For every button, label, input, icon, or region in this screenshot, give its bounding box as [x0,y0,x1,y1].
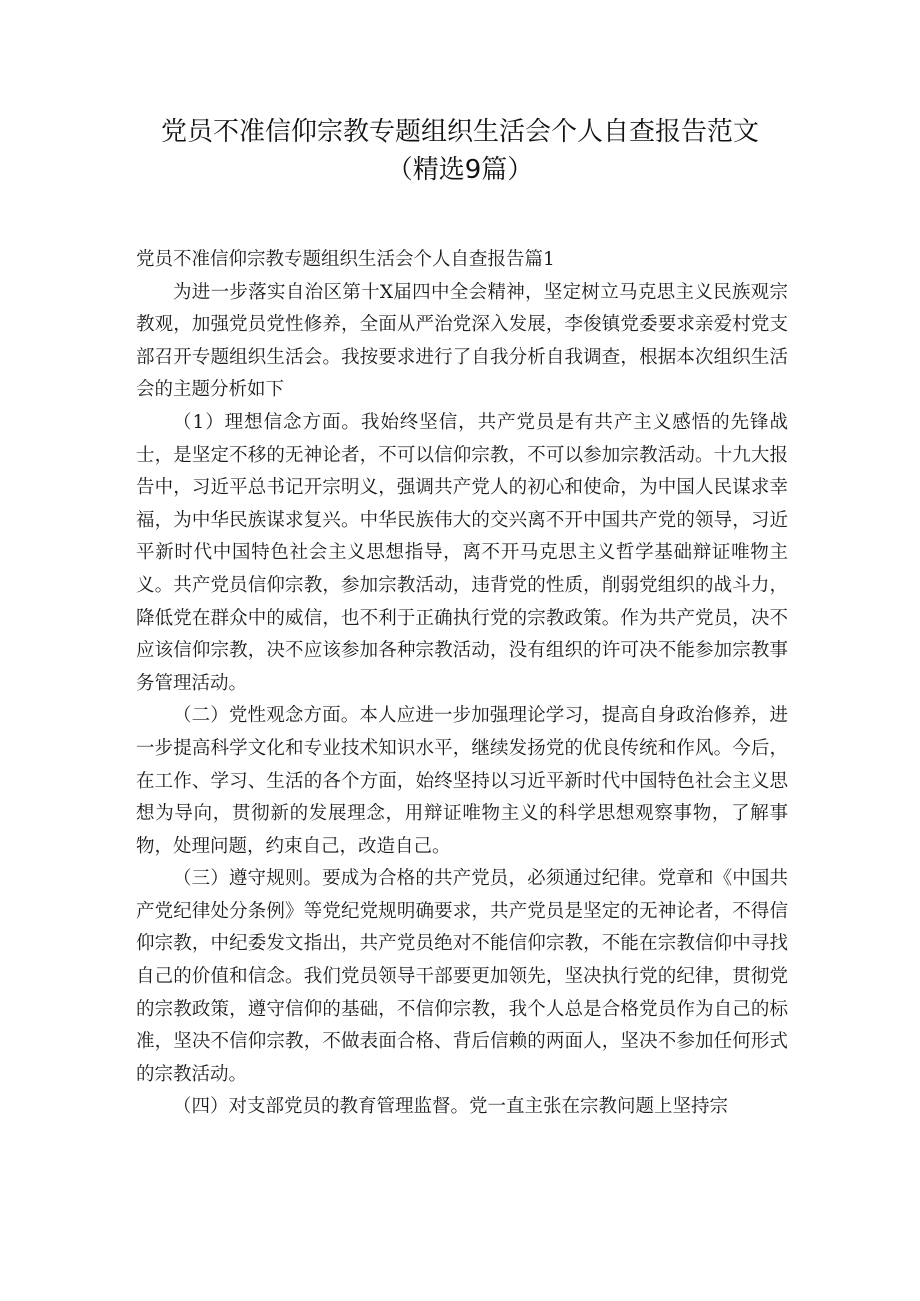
paragraph-supervision: （四）对支部党员的教育管理监督。党一直主张在宗教问题上坚持宗 [173,1096,729,1118]
paragraph-ideals-beliefs: （1）理想信念方面。我始终坚信，共产党员是有共产主义感悟的先锋战士，是坚定不移的无神论者，不可以信仰宗教，不可以参加宗教活动。十九大报告中，习近平总书记开宗明义，强调共产党人的初心和使命，为中国人民谋求幸福，为中华民族谋求复兴。中华民族伟大的交兴离不开中国共产党的领导，习近平新时代中国特色社会主义思想指导，离不开马克思主义哲学基础辩证唯物主义。共产党员信仰宗教，参加宗教活动，违背党的性质，削弱党组织的战斗力，降低党在群众中的威信，也不利于正确执行党的宗教政策。作为共产党员，决不应该信仰宗教，决不应该参加各种宗教活动，没有组织的许可决不能参加宗教事务管理活动。 [136,411,788,694]
paragraph-intro: 为进一步落实自治区第十X届四中全会精神，坚定树立马克思主义民族观宗教观，加强党员党性修养，全面从严治党深入发展，李俊镇党委要求亲爱村党支部召开专题组织生活会。我按要求进行了自我分析自我调查，根据本次组织生活会的主题分析如下 [136,281,788,401]
title-line-1: 党员不准信仰宗教专题组织生活会个人自查报告范文 [160,117,759,147]
section-heading: 党员不准信仰宗教专题组织生活会个人自查报告篇1 [136,249,555,270]
document-title [0,113,920,189]
title-line-2: （精选9篇） [386,155,534,185]
document-body [136,244,788,1124]
paragraph-discipline: （三）遵守规则。要成为合格的共产党员，必须通过纪律。党章和《中国共产党纪律处分条例》等党纪党规明确要求，共产党员是坚定的无神论者，不得信仰宗教，中纪委发文指出，共产党员绝对不能信仰宗教，不能在宗教信仰中寻找自己的价值和信念。我们党员领导干部要更加领先，坚决执行党的纪律，贯彻党的宗教政策，遵守信仰的基础，不信仰宗教，我个人总是合格党员作为自己的标准，坚决不信仰宗教，不做表面合格、背后信赖的两面人，坚决不参加任何形式的宗教活动。 [136,868,788,1085]
paragraph-party-spirit: （二）党性观念方面。本人应进一步加强理论学习，提高自身政治修养，进一步提高科学文化和专业技术知识水平，继续发扬党的优良传统和作风。今后，在工作、学习、生活的各个方面，始终坚持以习近平新时代中国特色社会主义思想为导向，贯彻新的发展理念，用辩证唯物主义的科学思想观察事物，了解事物，处理问题，约束自己，改造自己。 [136,705,788,857]
